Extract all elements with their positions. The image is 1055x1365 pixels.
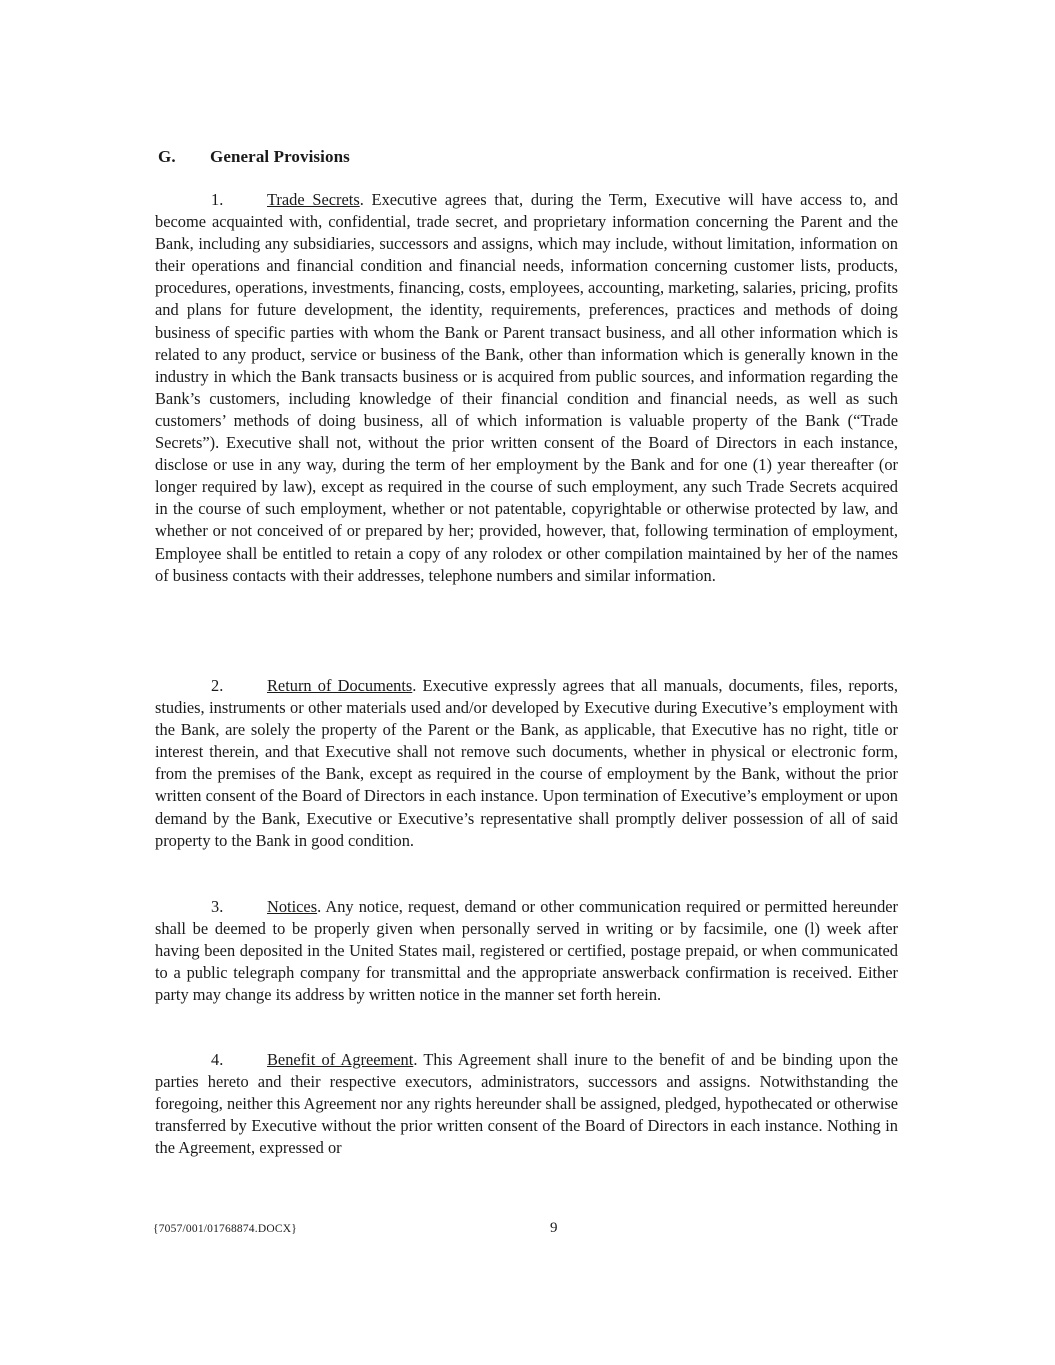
paragraph-number: 1. <box>211 190 224 209</box>
footer-page-number: 9 <box>550 1220 558 1236</box>
section-title: General Provisions <box>210 147 350 166</box>
section-letter: G. <box>158 147 176 166</box>
paragraph-title: Return of Documents <box>267 676 413 695</box>
paragraph-number: 2. <box>211 676 224 695</box>
paragraph-body: . Any notice, request, demand or other communication required or permitted hereunder shall be deemed to be properly given when personally served in writing or by facsimile, one (l) week after having been deposited in the United States mail, registered or certified, postage prepaid, or when communicated to a public telegraph company for transmittal and the appropriate answerback confirmation is received. Either party may change its address by written notice in the manner set forth herein. <box>155 897 898 1005</box>
paragraph-body: . Executive expressly agrees that all manuals, documents, files, reports, studies, instruments or other materials used and/or developed by Executive during Executive’s employment with the Bank, are solely the property of the Parent or the Bank, as applicable, that Executive has no right, title or interest therein, and that Executive shall not remove such documents, whether in physical or electronic form, from the premises of the Bank, except as required in the course of employment by the Bank, without the prior written consent of the Board of Directors in each instance. Upon termination of Executive’s employment or upon demand by the Bank, Executive or Executive’s representative shall promptly deliver possession of all of said property to the Bank in good condition. <box>155 676 898 850</box>
paragraph-return-of-documents <box>155 675 898 852</box>
paragraph-title: Benefit of Agreement <box>267 1050 414 1069</box>
paragraph-trade-secrets <box>155 189 898 587</box>
paragraph-title: Trade Secrets <box>267 190 360 209</box>
paragraph-notices <box>155 896 898 1006</box>
paragraph-title: Notices <box>267 897 318 916</box>
section-heading <box>158 147 350 167</box>
paragraph-body: . Executive agrees that, during the Term, Executive will have access to, and become acquainted with, confidential, trade secret, and proprietary information concerning the Parent and the Bank, including any subsidiaries, successors and assigns, which may include, without limitation, information on their operations and financial condition and financial needs, information concerning customer lists, products, procedures, operations, investments, financing, costs, employees, accounting, marketing, salaries, pricing, profits and plans for future development, the identity, requirements, preferences, practices and methods of doing business of specific parties with whom the Bank or Parent transact business, and all other information which is related to any product, service or business of the Bank, other than information which is generally known in the industry in which the Bank transacts business or is acquired from public sources, and information regarding the Bank’s customers, including knowledge of their financial condition and financial needs, as well as such customers’ methods of doing business, all of which information is valuable property of the Bank (“Trade Secrets”). Executive shall not, without the prior written consent of the Board of Directors in each instance, disclose or use in any way, during the term of her employment by the Bank and for one (1) year thereafter (or longer required by law), except as required in the course of such employment, any such Trade Secrets acquired in the course of such employment, whether or not patentable, copyrightable or otherwise protected by law, and whether or not conceived of or prepared by her; provided, however, that, following termination of employment, Employee shall be entitled to retain a copy of any rolodex or other compilation maintained by her of the names of business contacts with their addresses, telephone numbers and similar information. <box>155 190 899 585</box>
paragraph-body: . This Agreement shall inure to the benefit of and be binding upon the parties hereto and their respective executors, administrators, successors and assigns. Notwithstanding the foregoing, neither this Agreement nor any rights hereunder shall be assigned, pledged, hypothecated or otherwise transferred by Executive without the prior written consent of the Board of Directors in each instance. Nothing in the Agreement, expressed or <box>155 1050 898 1158</box>
paragraph-benefit-of-agreement <box>155 1049 898 1159</box>
footer-doc-id: {7057/001/01768874.DOCX} <box>153 1223 297 1235</box>
paragraph-number: 3. <box>211 897 224 916</box>
paragraph-number: 4. <box>211 1050 224 1069</box>
